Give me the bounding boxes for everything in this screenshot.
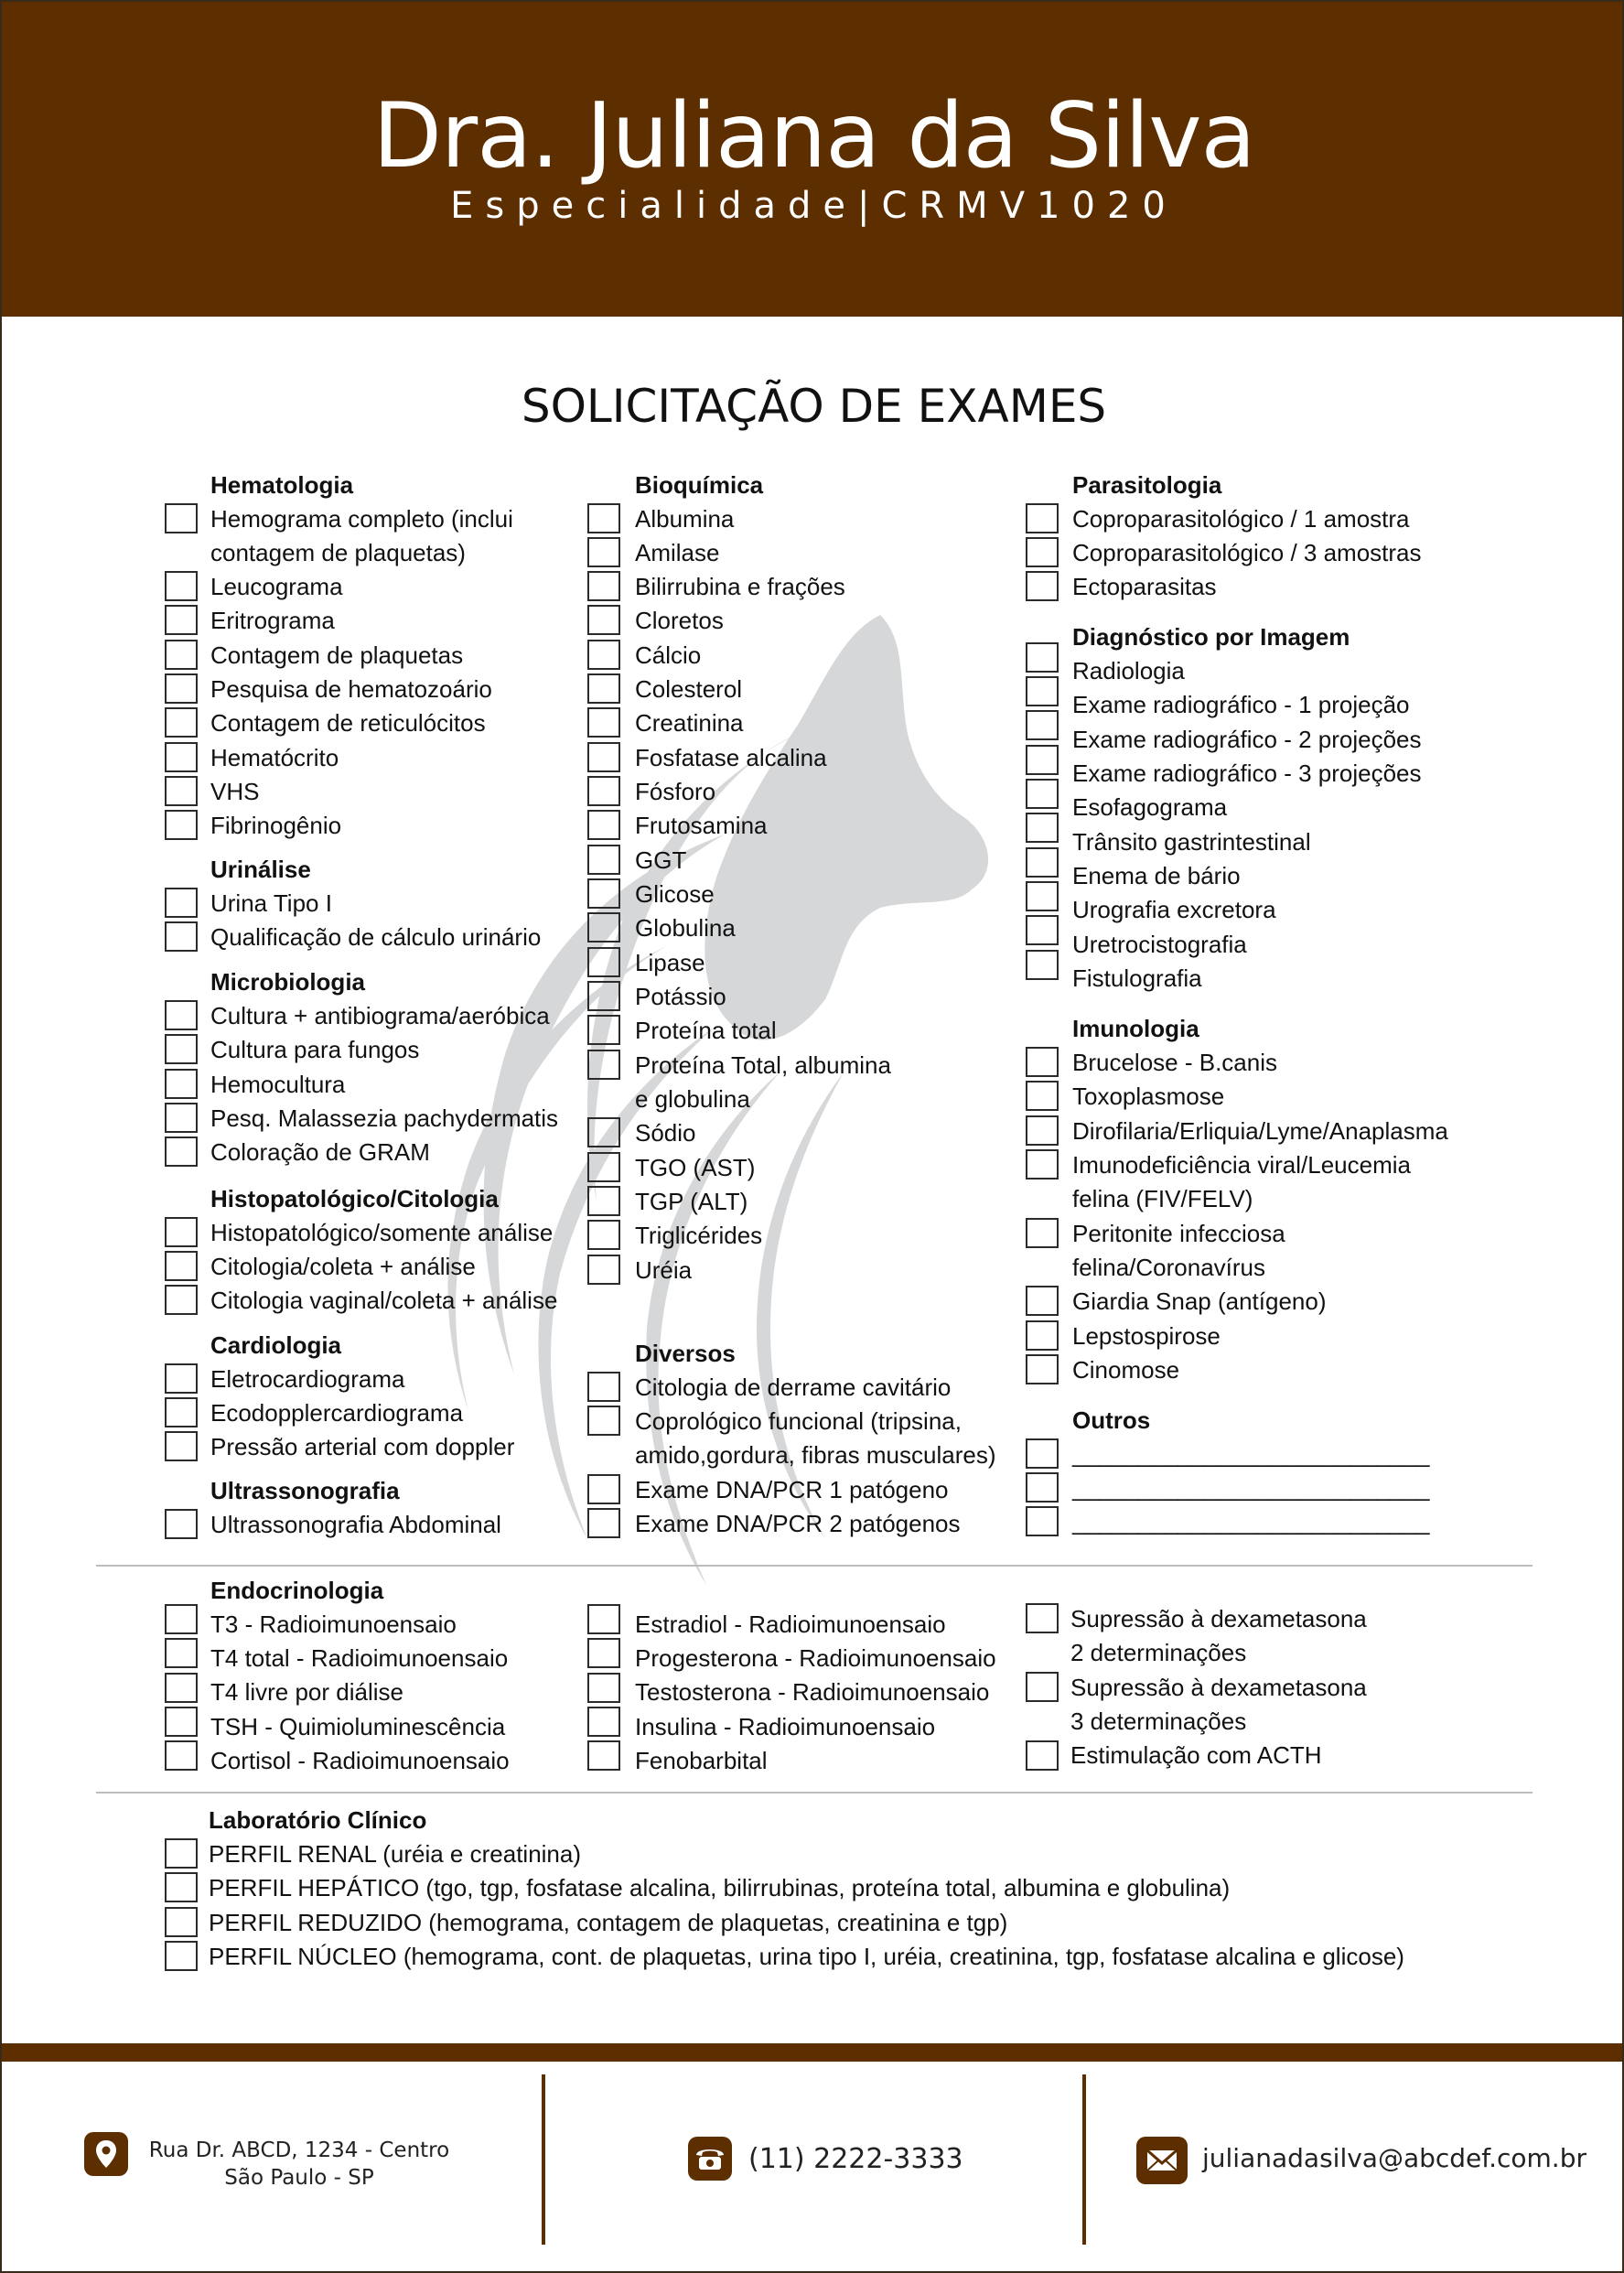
hematologia-item-label: Contagem de reticulócitos (210, 709, 486, 737)
bioquimica-item-label: Bilirrubina e frações (635, 573, 845, 600)
imagem-item-label: Exame radiográfico - 1 projeção (1072, 691, 1410, 718)
footer-divider (542, 2074, 545, 2245)
bioquimica-checkbox[interactable] (587, 1117, 620, 1147)
endocrinologia-checkbox[interactable] (587, 1740, 620, 1771)
imagem-item-label: Esofagograma (1072, 793, 1228, 821)
outros-item-label: ___________________________ (1072, 1440, 1430, 1468)
bioquimica-checkbox[interactable] (587, 1050, 620, 1080)
parasitologia-item-label: Coproparasitológico / 3 amostras (1072, 539, 1422, 566)
hematologia-checkbox[interactable] (165, 571, 198, 601)
endocrinologia-checkbox[interactable] (165, 1673, 198, 1703)
bioquimica-checkbox[interactable] (587, 1015, 620, 1045)
microbiologia-item-label: Hemocultura (210, 1071, 346, 1098)
endocrinologia-item-label: 3 determinações (1070, 1707, 1247, 1735)
section-heading-parasitologia: Parasitologia (1072, 471, 1222, 499)
imagem-checkbox[interactable] (1026, 813, 1059, 843)
endocrinologia-checkbox[interactable] (587, 1638, 620, 1668)
ultrassonografia-checkbox[interactable] (165, 1509, 198, 1539)
microbiologia-checkbox[interactable] (165, 1069, 198, 1099)
section-heading-urinalise: Urinálise (210, 856, 311, 883)
imagem-item-label: Trânsito gastrintestinal (1072, 828, 1311, 856)
parasitologia-checkbox[interactable] (1026, 503, 1059, 533)
imunologia-checkbox[interactable] (1026, 1354, 1059, 1384)
imagem-checkbox[interactable] (1026, 710, 1059, 740)
diversos-checkbox[interactable] (587, 1372, 620, 1402)
footer-phone: (11) 2222-3333 (748, 2143, 963, 2175)
laboratorio-checkbox[interactable] (165, 1838, 198, 1869)
imunologia-item-label: Toxoplasmose (1072, 1083, 1225, 1110)
microbiologia-checkbox[interactable] (165, 1034, 198, 1064)
imunologia-item-label: Imunodeficiência viral/Leucemia (1072, 1151, 1411, 1179)
hematologia-checkbox[interactable] (165, 810, 198, 840)
urinalise-checkbox[interactable] (165, 921, 198, 952)
imunologia-item-label: felina/Coronavírus (1072, 1254, 1265, 1281)
imunologia-checkbox[interactable] (1026, 1115, 1059, 1146)
endocrinologia-item-label: Progesterona - Radioimunoensaio (635, 1644, 996, 1672)
endocrinologia-item-label: Fenobarbital (635, 1747, 768, 1774)
microbiologia-item-label: Pesq. Malassezia pachydermatis (210, 1104, 559, 1132)
microbiologia-item-label: Cultura + antibiograma/aeróbica (210, 1002, 550, 1029)
histopatologico-checkbox[interactable] (165, 1217, 198, 1247)
imunologia-item-label: Dirofilaria/Erliquia/Lyme/Anaplasma (1072, 1117, 1448, 1145)
bioquimica-item-label: TGO (AST) (635, 1154, 756, 1181)
cardiologia-item-label: Ecodopplercardiograma (210, 1399, 464, 1427)
cardiologia-checkbox[interactable] (165, 1363, 198, 1394)
bioquimica-checkbox[interactable] (587, 537, 620, 567)
bioquimica-item-label: Globulina (635, 914, 736, 942)
imunologia-checkbox[interactable] (1026, 1149, 1059, 1180)
bioquimica-item-label: Lipase (635, 949, 705, 976)
laboratorio-item-label: PERFIL RENAL (uréia e creatinina) (209, 1840, 582, 1868)
hematologia-item-label: VHS (210, 778, 260, 805)
laboratorio-item-label: PERFIL NÚCLEO (hemograma, cont. de plaquetas, urina tipo I, uréia, creatinina, tgp, fosfatase alcalina e glicose) (209, 1943, 1404, 1970)
doctor-specialty-crmv: Especialidade|CRMV1020 (450, 185, 1178, 227)
hematologia-checkbox[interactable] (165, 707, 198, 738)
envelope-icon (1136, 2137, 1188, 2184)
imagem-item-label: Exame radiográfico - 3 projeções (1072, 759, 1422, 787)
endocrinologia-checkbox[interactable] (587, 1707, 620, 1737)
phone-icon (688, 2137, 732, 2181)
endocrinologia-checkbox[interactable] (165, 1638, 198, 1668)
imunologia-checkbox[interactable] (1026, 1081, 1059, 1111)
hematologia-checkbox[interactable] (165, 640, 198, 670)
imagem-checkbox[interactable] (1026, 847, 1059, 878)
hematologia-checkbox[interactable] (165, 776, 198, 806)
section-heading-hematologia: Hematologia (210, 471, 354, 499)
endocrinologia-checkbox[interactable] (587, 1673, 620, 1703)
laboratorio-checkbox[interactable] (165, 1941, 198, 1971)
section-divider (96, 1792, 1533, 1794)
diversos-item-label: Exame DNA/PCR 1 patógeno (635, 1476, 949, 1503)
histopatologico-checkbox[interactable] (165, 1251, 198, 1281)
bioquimica-checkbox[interactable] (587, 810, 620, 840)
microbiologia-item-label: Cultura para fungos (210, 1036, 420, 1063)
parasitologia-item-label: Coproparasitológico / 1 amostra (1072, 505, 1410, 533)
bioquimica-checkbox[interactable] (587, 707, 620, 738)
imunologia-checkbox[interactable] (1026, 1218, 1059, 1248)
footer-band (2, 2043, 1624, 2062)
bioquimica-item-label: Fósforo (635, 778, 716, 805)
imagem-item-label: Exame radiográfico - 2 projeções (1072, 726, 1422, 753)
diversos-item-label: Exame DNA/PCR 2 patógenos (635, 1510, 961, 1537)
bioquimica-item-label: GGT (635, 846, 687, 874)
diversos-checkbox[interactable] (587, 1474, 620, 1504)
imagem-checkbox[interactable] (1026, 745, 1059, 775)
footer-divider (1082, 2074, 1086, 2245)
bioquimica-checkbox[interactable] (587, 1152, 620, 1182)
imagem-item-label: Enema de bário (1072, 862, 1241, 889)
endocrinologia-item-label: Estradiol - Radioimunoensaio (635, 1610, 946, 1638)
doctor-name: Dra. Juliana da Silva (372, 84, 1255, 189)
hematologia-checkbox[interactable] (165, 605, 198, 635)
endocrinologia-item-label: Testosterona - Radioimunoensaio (635, 1678, 990, 1706)
imagem-checkbox[interactable] (1026, 642, 1059, 673)
endocrinologia-item-label: Estimulação com ACTH (1070, 1741, 1322, 1769)
cardiologia-checkbox[interactable] (165, 1397, 198, 1427)
header-banner (2, 2, 1624, 317)
section-heading-bioquimica: Bioquímica (635, 471, 764, 499)
bioquimica-checkbox[interactable] (587, 640, 620, 670)
bioquimica-checkbox[interactable] (587, 1186, 620, 1216)
footer-email: julianadasilva@abcdef.com.br (1202, 2143, 1586, 2173)
bioquimica-item-label: Proteína Total, albumina (635, 1051, 891, 1079)
endocrinologia-item-label: TSH - Quimioluminescência (210, 1713, 506, 1740)
urinalise-checkbox[interactable] (165, 888, 198, 918)
bioquimica-checkbox[interactable] (587, 878, 620, 909)
form-title: SOLICITAÇÃO DE EXAMES (521, 380, 1107, 433)
ultrassonografia-item-label: Ultrassonografia Abdominal (210, 1511, 501, 1538)
bioquimica-item-label: Creatinina (635, 709, 744, 737)
bioquimica-item-label: Triglicérides (635, 1222, 763, 1249)
endocrinologia-item-label: Insulina - Radioimunoensaio (635, 1713, 936, 1740)
imunologia-item-label: Lepstospirose (1072, 1322, 1221, 1350)
location-pin-icon (84, 2132, 128, 2176)
parasitologia-checkbox[interactable] (1026, 571, 1059, 601)
section-heading-imagem: Diagnóstico por Imagem (1072, 623, 1350, 651)
diversos-checkbox[interactable] (587, 1406, 620, 1436)
imagem-item-label: Urografia excretora (1072, 896, 1276, 923)
parasitologia-item-label: Ectoparasitas (1072, 573, 1217, 600)
imunologia-item-label: felina (FIV/FELV) (1072, 1185, 1253, 1212)
endocrinologia-checkbox[interactable] (1026, 1740, 1059, 1771)
diversos-item-label: amido,gordura, fibras musculares) (635, 1441, 996, 1469)
endocrinologia-checkbox[interactable] (165, 1604, 198, 1634)
hematologia-item-label: Leucograma (210, 573, 343, 600)
bioquimica-item-label: Amilase (635, 539, 720, 566)
bioquimica-item-label: Colesterol (635, 675, 743, 703)
hematologia-item-label: Fibrinogênio (210, 812, 342, 839)
bioquimica-checkbox[interactable] (587, 912, 620, 943)
section-heading-cardiologia: Cardiologia (210, 1331, 342, 1359)
bioquimica-item-label: Frutosamina (635, 812, 768, 839)
hematologia-item-label: Eritrograma (210, 607, 335, 634)
parasitologia-checkbox[interactable] (1026, 537, 1059, 567)
cardiologia-item-label: Eletrocardiograma (210, 1365, 405, 1393)
endocrinologia-checkbox[interactable] (1026, 1672, 1059, 1702)
section-heading-outros: Outros (1072, 1406, 1151, 1434)
histopatologico-item-label: Histopatológico/somente análise (210, 1219, 554, 1246)
bioquimica-item-label: Uréia (635, 1256, 693, 1284)
bioquimica-checkbox[interactable] (587, 776, 620, 806)
bioquimica-item-label: Potássio (635, 983, 726, 1010)
section-heading-laboratorio: Laboratório Clínico (209, 1806, 427, 1834)
endocrinologia-item-label: Cortisol - Radioimunoensaio (210, 1747, 510, 1774)
bioquimica-item-label: Glicose (635, 880, 715, 908)
imagem-item-label: Uretrocistografia (1072, 931, 1247, 958)
microbiologia-item-label: Coloração de GRAM (210, 1138, 430, 1166)
cardiologia-checkbox[interactable] (165, 1431, 198, 1461)
section-heading-imunologia: Imunologia (1072, 1015, 1199, 1042)
imunologia-item-label: Peritonite infecciosa (1072, 1220, 1285, 1247)
endocrinologia-checkbox[interactable] (165, 1707, 198, 1737)
section-heading-endocrinologia: Endocrinologia (210, 1577, 384, 1604)
imunologia-item-label: Brucelose - B.canis (1072, 1049, 1277, 1076)
bioquimica-item-label: Proteína total (635, 1017, 777, 1044)
bioquimica-checkbox[interactable] (587, 673, 620, 704)
bioquimica-checkbox[interactable] (587, 503, 620, 533)
laboratorio-checkbox[interactable] (165, 1872, 198, 1902)
hematologia-item-label: Pesquisa de hematozoário (210, 675, 492, 703)
hematologia-item-label: contagem de plaquetas) (210, 539, 466, 566)
outros-checkbox[interactable] (1026, 1438, 1059, 1469)
bioquimica-checkbox[interactable] (587, 845, 620, 875)
bioquimica-checkbox[interactable] (587, 571, 620, 601)
imagem-checkbox[interactable] (1026, 950, 1059, 980)
microbiologia-checkbox[interactable] (165, 1103, 198, 1133)
imunologia-item-label: Cinomose (1072, 1356, 1180, 1384)
outros-item-label: ___________________________ (1072, 1508, 1430, 1535)
bioquimica-checkbox[interactable] (587, 1255, 620, 1285)
endocrinologia-item-label: T3 - Radioimunoensaio (210, 1610, 457, 1638)
hematologia-item-label: Hematócrito (210, 744, 339, 771)
endocrinologia-item-label: Supressão à dexametasona (1070, 1605, 1367, 1632)
diversos-checkbox[interactable] (587, 1508, 620, 1538)
endocrinologia-item-label: T4 total - Radioimunoensaio (210, 1644, 509, 1672)
bioquimica-item-label: TGP (ALT) (635, 1188, 748, 1215)
bioquimica-item-label: Cálcio (635, 641, 702, 669)
imagem-checkbox[interactable] (1026, 915, 1059, 945)
microbiologia-checkbox[interactable] (165, 1000, 198, 1030)
histopatologico-item-label: Citologia vaginal/coleta + análise (210, 1287, 558, 1314)
laboratorio-item-label: PERFIL REDUZIDO (hemograma, contagem de plaquetas, creatinina e tgp) (209, 1909, 1008, 1936)
endocrinologia-item-label: Supressão à dexametasona (1070, 1674, 1367, 1701)
laboratorio-checkbox[interactable] (165, 1907, 198, 1937)
endocrinologia-checkbox[interactable] (165, 1740, 198, 1771)
imunologia-checkbox[interactable] (1026, 1320, 1059, 1351)
hematologia-item-label: Hemograma completo (inclui (210, 505, 513, 533)
microbiologia-checkbox[interactable] (165, 1136, 198, 1167)
endocrinologia-item-label: 2 determinações (1070, 1639, 1247, 1666)
bioquimica-item-label: Cloretos (635, 607, 724, 634)
diversos-item-label: Coprológico funcional (tripsina, (635, 1407, 962, 1435)
outros-checkbox[interactable] (1026, 1472, 1059, 1503)
bioquimica-checkbox[interactable] (587, 742, 620, 772)
histopatologico-item-label: Citologia/coleta + análise (210, 1253, 476, 1280)
section-heading-ultrassonografia: Ultrassonografia (210, 1477, 400, 1504)
bioquimica-checkbox[interactable] (587, 981, 620, 1011)
imunologia-item-label: Giardia Snap (antígeno) (1072, 1287, 1327, 1315)
urinalise-item-label: Qualificação de cálculo urinário (210, 923, 542, 951)
section-heading-diversos: Diversos (635, 1340, 736, 1367)
diversos-item-label: Citologia de derrame cavitário (635, 1373, 952, 1401)
endocrinologia-item-label: T4 livre por diálise (210, 1678, 403, 1706)
footer-address (148, 2137, 450, 2192)
laboratorio-item-label: PERFIL HEPÁTICO (tgo, tgp, fosfatase alcalina, bilirrubinas, proteína total, albumina e globulina) (209, 1874, 1231, 1901)
histopatologico-checkbox[interactable] (165, 1285, 198, 1315)
hematologia-checkbox[interactable] (165, 673, 198, 704)
imunologia-checkbox[interactable] (1026, 1047, 1059, 1077)
hematologia-checkbox[interactable] (165, 503, 198, 533)
imagem-checkbox[interactable] (1026, 881, 1059, 911)
bioquimica-checkbox[interactable] (587, 605, 620, 635)
imagem-checkbox[interactable] (1026, 779, 1059, 809)
bioquimica-checkbox[interactable] (587, 1220, 620, 1250)
outros-item-label: ___________________________ (1072, 1474, 1430, 1502)
hematologia-checkbox[interactable] (165, 742, 198, 772)
bioquimica-checkbox[interactable] (587, 947, 620, 977)
section-divider (96, 1565, 1533, 1567)
bioquimica-item-label: Albumina (635, 505, 735, 533)
bioquimica-item-label: Fosfatase alcalina (635, 744, 827, 771)
hematologia-item-label: Contagem de plaquetas (210, 641, 464, 669)
section-heading-histopatologico: Histopatológico/Citologia (210, 1185, 499, 1212)
outros-checkbox[interactable] (1026, 1506, 1059, 1536)
endocrinologia-checkbox[interactable] (587, 1604, 620, 1634)
address-line-2: São Paulo - SP (224, 2166, 374, 2190)
imagem-item-label: Radiologia (1072, 657, 1185, 684)
bioquimica-item-label: Sódio (635, 1119, 696, 1147)
cardiologia-item-label: Pressão arterial com doppler (210, 1433, 515, 1460)
bioquimica-item-label: e globulina (635, 1085, 750, 1113)
imagem-checkbox[interactable] (1026, 676, 1059, 706)
section-heading-microbiologia: Microbiologia (210, 968, 365, 996)
imunologia-checkbox[interactable] (1026, 1286, 1059, 1316)
endocrinologia-checkbox[interactable] (1026, 1603, 1059, 1633)
urinalise-item-label: Urina Tipo I (210, 889, 332, 917)
imagem-item-label: Fistulografia (1072, 964, 1202, 992)
address-line-1: Rua Dr. ABCD, 1234 - Centro (148, 2138, 450, 2162)
